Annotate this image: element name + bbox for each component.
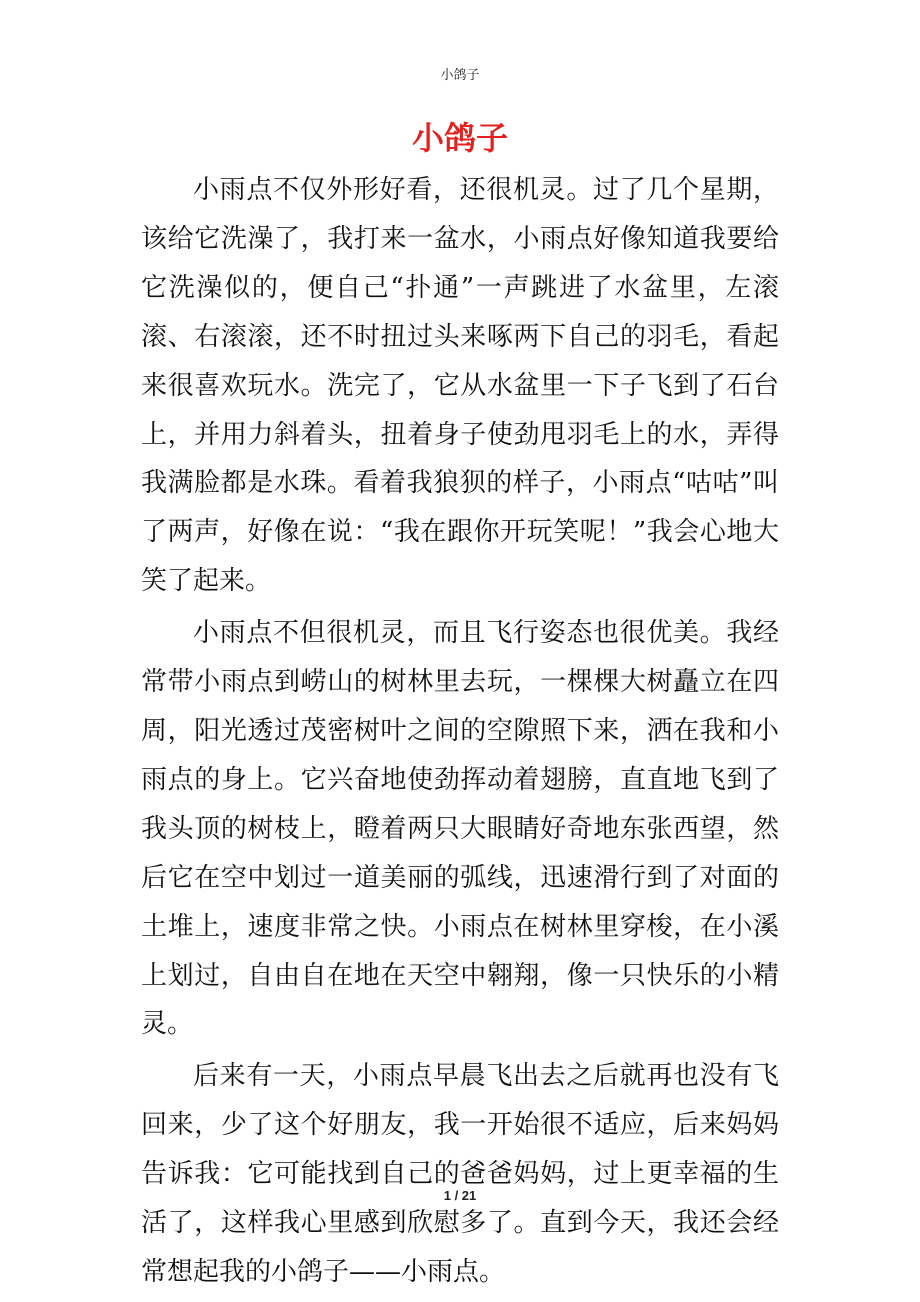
paragraph-3: 后来有一天，小雨点早晨飞出去之后就再也没有飞回来，少了这个好朋友，我一开始很不适应，后来妈妈告诉我：它可能找到自己的爸爸妈妈，过上更幸福的生活了，这样我心里感到欣慰多了。直到今天，我还会经常想起我的小鸽子——小雨点。 (141, 1061, 779, 1287)
running-header: 小鸽子 (440, 68, 480, 83)
document-title: 小鸽子 (411, 119, 508, 157)
document-body (141, 166, 779, 1300)
page-number: 1 / 21 (443, 1188, 477, 1203)
paragraph-1: 小雨点不仅外形好看，还很机灵。过了几个星期，该给它洗澡了，我打来一盆水，小雨点好像知道我要给它洗澡似的，便自己“扑通”一声跳进了水盆里，左滚滚、右滚滚，还不时扭过头来啄两下自己的羽毛，看起来很喜欢玩水。洗完了，它从水盆里一下子飞到了石台上，并用力斜着头，扭着身子使劲甩羽毛上的水，弄得我满脸都是水珠。看着我狼狈的样子，小雨点“咕咕”叫了两声，好像在说：“我在跟你开玩笑呢！”我会心地大笑了起来。 (141, 175, 779, 597)
paragraph-2: 小雨点不但很机灵，而且飞行姿态也很优美。我经常带小雨点到崂山的树林里去玩，一棵棵大树矗立在四周，阳光透过茂密树叶之间的空隙照下来，洒在我和小雨点的身上。它兴奋地使劲挥动着翅膀，直直地飞到了我头顶的树枝上，瞪着两只大眼睛好奇地东张西望，然后它在空中划过一道美丽的弧线，迅速滑行到了对面的土堆上，速度非常之快。小雨点在树林里穿梭，在小溪上划过，自由自在地在天空中翱翔，像一只快乐的小精灵。 (141, 618, 779, 1040)
